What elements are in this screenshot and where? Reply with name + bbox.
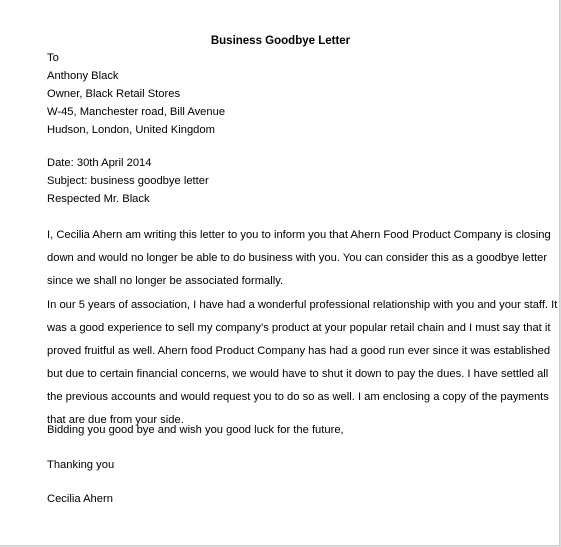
paragraph-line: since we shall no longer be associated formally.: [47, 275, 284, 287]
recipient-address-block: [47, 49, 516, 139]
signature-line: [47, 490, 516, 508]
letter-salutation: Respected Mr. Black: [47, 193, 150, 205]
address-line-street: W-45, Manchester road, Bill Avenue: [47, 106, 226, 118]
paragraph-line: was a good experience to sell my company’s product at your popular retail chain and I must say that it: [47, 322, 551, 334]
paragraph-line: In our 5 years of association, I have had a wonderful professional relationship with you and your staff. It: [47, 299, 558, 311]
thanks-line: [47, 456, 516, 474]
letter-date: Date: 30th April 2014: [47, 157, 152, 169]
letter-title: Business Goodbye Letter: [210, 35, 351, 47]
closing-text: Bidding you good bye and wish you good luck for the future,: [47, 424, 344, 436]
paragraph-line: the previous accounts and would request you to do so as well. I am enclosing a copy of the payments: [47, 391, 549, 403]
letter-subject: Subject: business goodbye letter: [47, 175, 209, 187]
paragraph-line: I, Cecilia Ahern am writing this letter to you to inform you that Ahern Food Product Company is closing: [47, 229, 551, 241]
closing-line: [47, 421, 516, 439]
paragraph-line: down and would no longer be able to do business with you. You can consider this as a goodbye letter: [47, 252, 548, 264]
address-line-city: Hudson, London, United Kingdom: [47, 124, 215, 136]
address-line-to: To: [47, 52, 59, 64]
body-paragraph-2: [47, 294, 558, 432]
paragraph-line: proved fruitful as well. Ahern food Product Company has had a good run ever since it was established: [47, 345, 551, 357]
thanks-text: Thanking you: [47, 459, 115, 471]
paragraph-line: that are due from your side.: [47, 414, 184, 426]
body-paragraph-1: [47, 224, 551, 293]
address-line-name: Anthony Black: [47, 70, 119, 82]
signature-name: Cecilia Ahern: [47, 493, 113, 505]
letter-meta-block: [47, 154, 516, 208]
address-line-title: Owner, Black Retail Stores: [47, 88, 181, 100]
paragraph-line: but due to certain financial concerns, we would have to shut it down to pay the dues. I have settled all: [47, 368, 549, 380]
